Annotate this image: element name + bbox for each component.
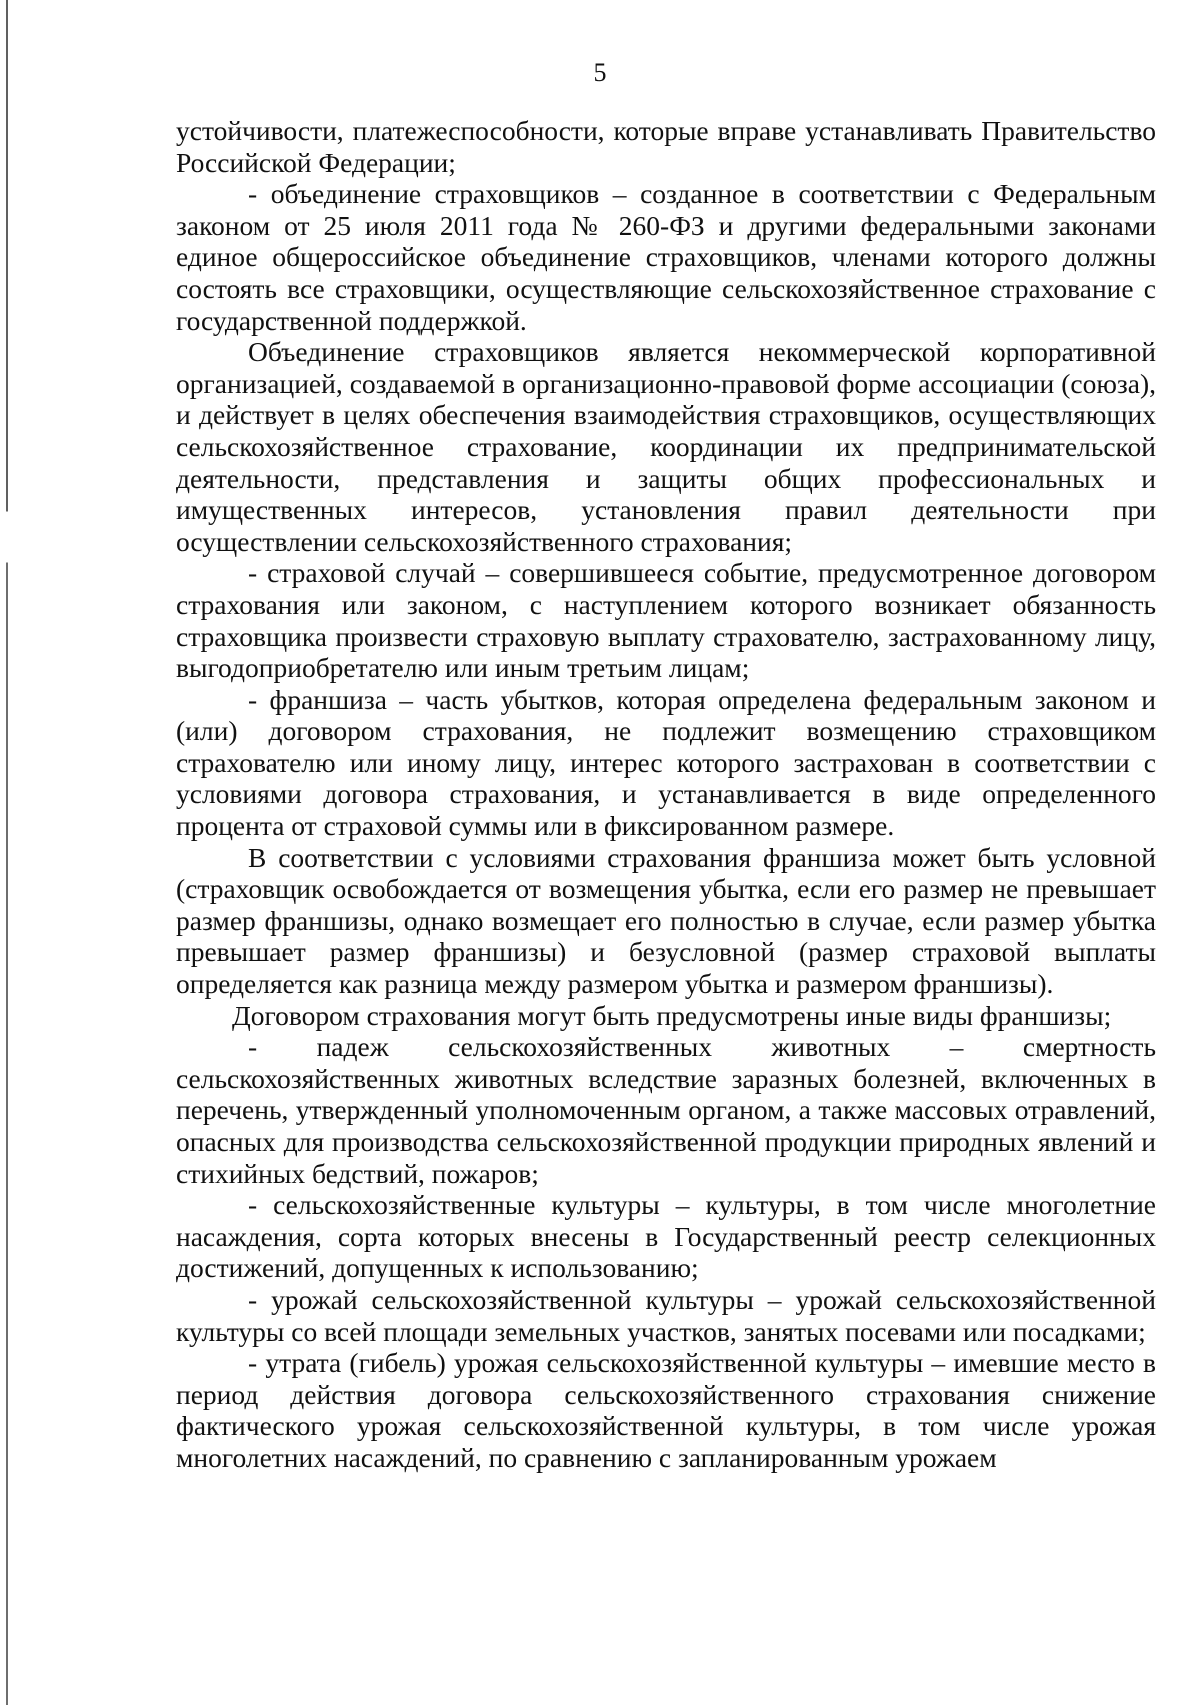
- paragraph-continuation: устойчивости, платежеспособности, которые вправе устанавливать Правительство Российской Федерации;: [176, 115, 1156, 178]
- paragraph-crop-yield: - урожай сельскохозяйственной культуры – урожай сельскохозяйственной культуры со всей площади земельных участков, занятых посевами или посадками;: [176, 1283, 1156, 1347]
- paragraph-franchise: - франшиза – часть убытков, которая определена федеральным законом и (или) договором страхования, не подлежит возмещению страховщиком страхователю или иному лицу, интерес которого застрахован в соответствии с условиями договора страхования, и устанавливается в виде определенного процента от страховой суммы или в фиксированном размере.: [176, 683, 1156, 842]
- paragraph-crop-loss: - утрата (гибель) урожая сельскохозяйственной культуры – имевшие место в период действия договора сельскохозяйственного страхования снижение фактического урожая сельскохозяйственной культуры, в том числе урожая многолетних насаждений, по сравнению с запланированным урожаем: [176, 1347, 1156, 1473]
- paragraph-agricultural-crops: - сельскохозяйственные культуры – культуры, в том числе многолетние насаждения, сорта которых внесены в Государственный реестр селекционных достижений, допущенных к использованию;: [176, 1189, 1156, 1284]
- scan-edge-line: [6, 0, 8, 1705]
- paragraph-association-description: Объединение страховщиков является некоммерческой корпоративной организацией, создаваемой в организационно-правовой форме ассоциации (союза), и действует в целях обеспечения взаимодействия страховщиков, осуществляющих сельскохозяйственное страхование, координации их предпринимательской деятельности, представления и защиты общих профессиональных и имущественных интересов, установления правил деятельности при осуществлении сельскохозяйственного страхования;: [176, 336, 1156, 557]
- document-body: [176, 115, 1156, 1474]
- paragraph-insurers-association: - объединение страховщиков – созданное в соответствии с Федеральным законом от 25 июля 2011 года № 260-ФЗ и другими федеральными законами единое общероссийское объединение страховщиков, членами которого должны состоять все страховщики, осуществляющие сельскохозяйственное страхование с государственной поддержкой.: [176, 178, 1156, 336]
- paragraph-livestock-loss: - падеж сельскохозяйственных животных – смертность сельскохозяйственных животных вследствие заразных болезней, включенных в перечень, утвержденный уполномоченным органом, а также массовых отравлений, опасных для производства сельскохозяйственной продукции природных явлений и стихийных бедствий, пожаров;: [176, 1031, 1156, 1189]
- page-number: 5: [593, 58, 607, 87]
- paragraph-franchise-conditions: В соответствии с условиями страхования франшиза может быть условной (страховщик освобождается от возмещения убытка, если его размер не превышает размер франшизы, однако возмещает его полностью в случае, если размер убытка превышает размер франшизы) и безусловной (размер страховой выплаты определяется как разница между размером убытка и размером франшизы).: [176, 841, 1156, 1000]
- paragraph-other-franchise: Договором страхования могут быть предусмотрены иные виды франшизы;: [232, 999, 1112, 1031]
- paragraph-insured-event: - страховой случай – совершившееся событие, предусмотренное договором страхования или законом, с наступлением которого возникает обязанность страховщика произвести страховую выплату страхователю, застрахованному лицу, выгодоприобретателю или иным третьим лицам;: [176, 557, 1156, 684]
